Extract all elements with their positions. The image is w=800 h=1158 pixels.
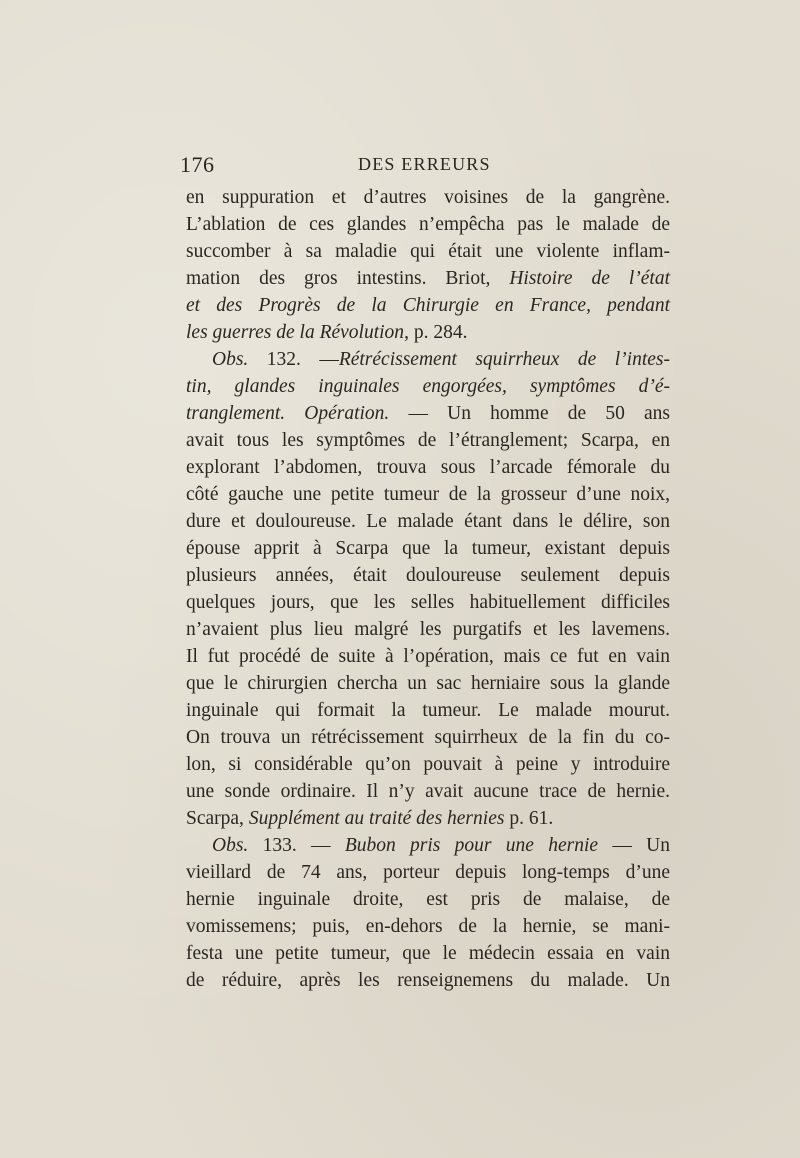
italic-text: Obs. bbox=[212, 349, 249, 370]
text-line bbox=[186, 940, 670, 967]
text-segment: lon, si considérable qu’on pouvait à peine y introduire bbox=[186, 754, 670, 775]
text-line bbox=[186, 616, 670, 643]
text-segment: une sonde ordinaire. Il n’y avait aucune trace de hernie. bbox=[186, 781, 670, 802]
italic-text: Bubon pris pour une hernie bbox=[344, 835, 599, 856]
text-segment: épouse apprit à Scarpa que la tumeur, existant depuis bbox=[186, 538, 670, 559]
text-line bbox=[186, 292, 670, 319]
text-segment: que le chirurgien chercha un sac herniaire sous la glande bbox=[186, 673, 670, 694]
text-line bbox=[186, 373, 670, 400]
text-line bbox=[186, 805, 670, 832]
page-number: 176 bbox=[180, 152, 215, 177]
text-line bbox=[186, 724, 670, 751]
text-line bbox=[186, 967, 670, 994]
italic-text: et des Progrès de la Chirurgie en France, pendant bbox=[186, 295, 670, 316]
text-segment: inguinale qui formait la tumeur. Le malade mourut. bbox=[186, 700, 670, 721]
text-line bbox=[186, 319, 670, 346]
text-line bbox=[186, 751, 670, 778]
text-segment: vomissemens; puis, en-dehors de la hernie, se mani- bbox=[186, 916, 670, 937]
text-segment: festa une petite tumeur, que le médecin essaia en vain bbox=[186, 943, 670, 964]
text-line bbox=[186, 454, 670, 481]
text-line bbox=[186, 427, 670, 454]
italic-text: Obs. bbox=[212, 835, 249, 856]
text-line bbox=[186, 697, 670, 724]
text-line bbox=[186, 211, 670, 238]
text-line bbox=[186, 346, 670, 373]
text-segment: Scarpa, bbox=[186, 808, 249, 829]
text-line bbox=[186, 400, 670, 427]
text-line bbox=[186, 508, 670, 535]
text-segment: — Un homme de 50 ans bbox=[389, 403, 670, 424]
text-segment: 132. — bbox=[248, 349, 339, 370]
text-segment: quelques jours, que les selles habituellement difficiles bbox=[186, 592, 670, 613]
italic-text: tranglement. Opération. bbox=[186, 403, 390, 424]
text-segment: plusieurs années, était douloureuse seulement depuis bbox=[186, 565, 670, 586]
italic-text: Supplément au traité des hernies bbox=[248, 808, 505, 829]
text-line bbox=[186, 481, 670, 508]
text-segment: en suppuration et d’autres voisines de la gangrène. bbox=[186, 187, 670, 208]
text-line bbox=[186, 589, 670, 616]
text-segment: dure et douloureuse. Le malade étant dans le délire, son bbox=[186, 511, 670, 532]
text-line bbox=[186, 859, 670, 886]
italic-text: Histoire de l’état bbox=[509, 268, 670, 289]
text-segment: succomber à sa maladie qui était une violente inflam- bbox=[186, 241, 670, 262]
text-segment: avait tous les symptômes de l’étranglement; Scarpa, en bbox=[186, 430, 670, 451]
text-segment: Il fut procédé de suite à l’opération, mais ce fut en vain bbox=[186, 646, 670, 667]
text-segment: 133. — bbox=[248, 835, 345, 856]
text-segment: vieillard de 74 ans, porteur depuis long-temps d’une bbox=[186, 862, 670, 883]
text-line bbox=[186, 643, 670, 670]
italic-text: les guerres de la Révolution bbox=[186, 322, 405, 343]
text-segment: L’ablation de ces glandes n’empêcha pas le malade de bbox=[186, 214, 670, 235]
text-segment: explorant l’abdomen, trouva sous l’arcade fémorale du bbox=[186, 457, 670, 478]
text-segment: n’avaient plus lieu malgré les purgatifs et les lavemens. bbox=[186, 619, 670, 640]
text-segment: — Un bbox=[598, 835, 670, 856]
text-line bbox=[186, 265, 670, 292]
text-line bbox=[186, 184, 670, 211]
text-line bbox=[186, 562, 670, 589]
text-segment: de réduire, après les renseignemens du malade. Un bbox=[186, 970, 670, 991]
text-line bbox=[186, 238, 670, 265]
text-segment: , p. 284. bbox=[404, 322, 468, 343]
italic-text: Rétrécissement squirrheux de l’intes- bbox=[338, 349, 670, 370]
text-line bbox=[186, 535, 670, 562]
text-segment: mation des gros intestins. Briot, bbox=[186, 268, 510, 289]
text-segment: côté gauche une petite tumeur de la grosseur d’une noix, bbox=[186, 484, 670, 505]
text-line bbox=[186, 913, 670, 940]
text-segment: p. 61. bbox=[504, 808, 554, 829]
text-segment: On trouva un rétrécissement squirrheux de la fin du co- bbox=[186, 727, 670, 748]
running-head: DES ERREURS bbox=[358, 154, 491, 174]
page-header bbox=[180, 152, 670, 182]
text-segment: hernie inguinale droite, est pris de malaise, de bbox=[186, 889, 670, 910]
text-line bbox=[186, 778, 670, 805]
text-line bbox=[186, 832, 670, 859]
body-text bbox=[186, 184, 670, 994]
italic-text: tin, glandes inguinales engorgées, symptômes d’é- bbox=[186, 376, 670, 397]
text-line bbox=[186, 670, 670, 697]
text-line bbox=[186, 886, 670, 913]
